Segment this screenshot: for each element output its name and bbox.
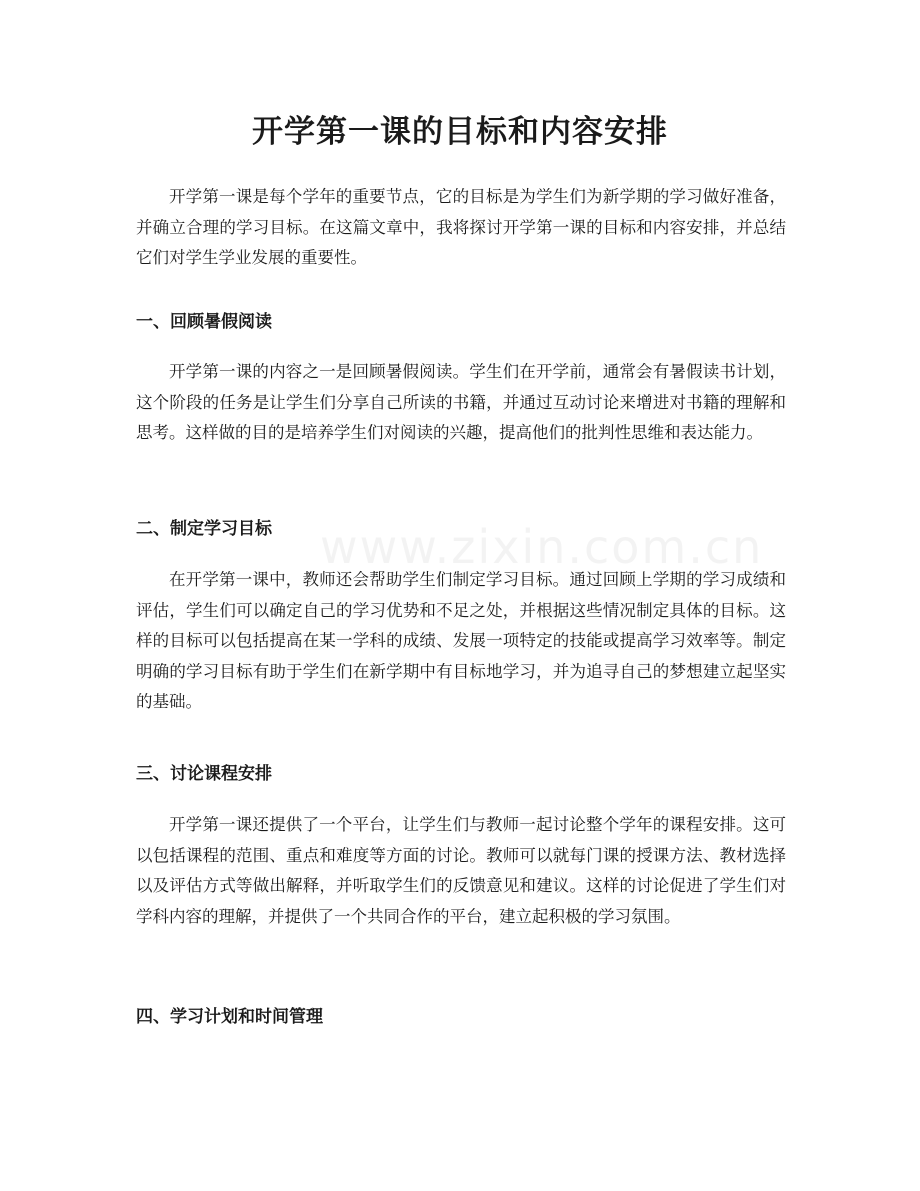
section-body-1: 开学第一课的内容之一是回顾暑假阅读。学生们在开学前，通常会有暑假读书计划，这个阶段的任务是让学生们分享自己所读的书籍，并通过互动讨论来增进对书籍的理解和思考。这样做的目的是培养学生们对阅读的兴趣，提高他们的批判性思维和表达能力。 [136, 362, 786, 442]
section-heading-2: 二、制定学习目标 [136, 519, 272, 539]
watermark: www.zixin.com.cn [320, 520, 764, 574]
section-body-3: 开学第一课还提供了一个平台，让学生们与教师一起讨论整个学年的课程安排。这可以包括课程的范围、重点和难度等方面的讨论。教师可以就每门课的授课方法、教材选择以及评估方式等做出解释，并听取学生们的反馈意见和建议。这样的讨论促进了学生们对学科内容的理解，并提供了一个共同合作的平台，建立起积极的学习氛围。 [136, 815, 786, 926]
section-heading-3: 三、讨论课程安排 [136, 764, 272, 784]
intro-paragraph: 开学第一课是每个学年的重要节点，它的目标是为学生们为新学期的学习做好准备，并确立合理的学习目标。在这篇文章中，我将探讨开学第一课的目标和内容安排，并总结它们对学生学业发展的重要性。 [136, 187, 786, 267]
section-heading-4: 四、学习计划和时间管理 [136, 1007, 323, 1027]
section-body-2: 在开学第一课中，教师还会帮助学生们制定学习目标。通过回顾上学期的学习成绩和评估，学生们可以确定自己的学习优势和不足之处，并根据这些情况制定具体的目标。这样的目标可以包括提高在某一学科的成绩、发展一项特定的技能或提高学习效率等。制定明确的学习目标有助于学生们在新学期中有目标地学习，并为追寻自己的梦想建立起坚实的基础。 [136, 570, 786, 711]
document-title: 开学第一课的目标和内容安排 [252, 114, 668, 150]
section-heading-1: 一、回顾暑假阅读 [136, 312, 272, 332]
